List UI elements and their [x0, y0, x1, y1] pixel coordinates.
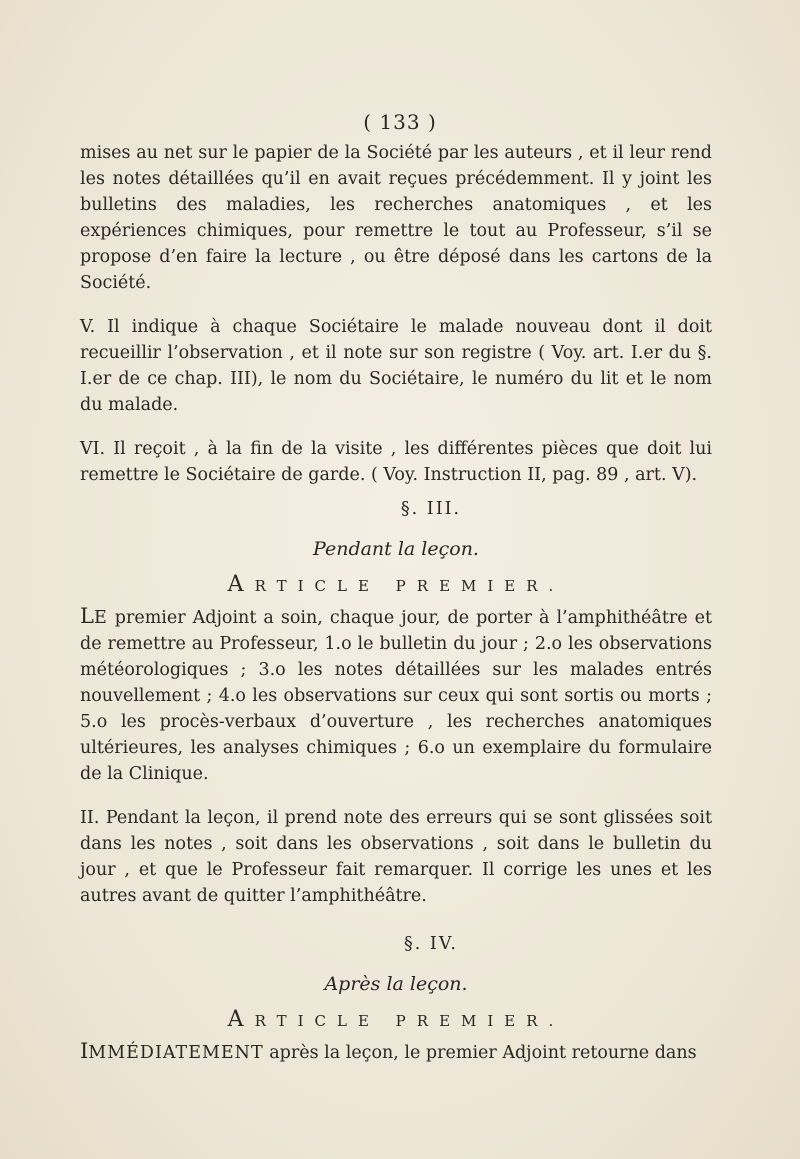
paragraph-text: après la leçon, le premier Adjoint retourne dans: [263, 1043, 697, 1063]
section-subtitle-iv: Après la leçon.: [324, 973, 468, 995]
lead-initial: L: [80, 604, 94, 628]
article-heading-iv: [80, 1007, 712, 1034]
article-initial: A: [227, 1007, 255, 1032]
paragraph-ii: II. Pendant la leçon, il prend note des erreurs qui se sont glissées soit dans les notes , soit dans les observations , soit dans le bulletin du jour , et que le Professeur fait remarquer. Il corrige les unes et les autres avant de quitter l’amphithéâtre.: [80, 808, 712, 906]
article-heading-iii: [80, 572, 712, 599]
lead-word: E: [93, 608, 108, 628]
article-label: RTICLE PREMIER.: [254, 577, 565, 595]
section-subtitle-iii: Pendant la leçon.: [313, 538, 479, 560]
paragraph-vi: VI. Il reçoit , à la fin de la visite , les différentes pièces que doit lui remettre le Sociétaire de garde. ( Voy. Instruction II, pag. 89 , art. V).: [80, 439, 712, 485]
lead-word: MMÉDIATEMENT: [88, 1043, 264, 1063]
paragraph-v: V. Il indique à chaque Sociétaire le malade nouveau dont il doit recueillir l’observation , et il note sur son registre ( Voy. art. I.er du §. I.er de ce chap. III), le nom du Sociétaire, le numéro du lit et le nom du malade.: [80, 317, 712, 415]
article-label: RTICLE PREMIER.: [254, 1012, 565, 1030]
paragraph-continuation: mises au net sur le papier de la Société par les auteurs , et il leur rend les notes détaillées qu’il en avait reçues précédemment. Il y joint les bulletins des maladies, les recherches anatomiques , et les expériences chimiques, pour remettre le tout au Professeur, s’il se propose d’en faire la lecture , ou être déposé dans les cartons de la Société.: [80, 143, 712, 293]
page-number: ( 133 ): [363, 110, 437, 134]
body-text: [80, 140, 712, 1066]
lead-initial: I: [80, 1039, 89, 1063]
article-initial: A: [227, 572, 255, 597]
section-heading-iii: §. III.: [400, 499, 462, 519]
article-paragraph-iv: [80, 1038, 712, 1066]
section-heading-iv: §. IV.: [404, 934, 458, 954]
paragraph-text: premier Adjoint a soin, chaque jour, de porter à l’amphithéâtre et de remettre au Professeur, 1.o le bulletin du jour ; 2.o les observations météorologiques ; 3.o les notes détaillées sur les malades entrés nouvellement ; 4.o les observations sur ceux qui sont sortis ou morts ; 5.o les procès-verbaux d’ouverture , les recherches anatomiques ultérieures, les analyses chimiques ; 6.o un exemplaire du formulaire de la Clinique.: [80, 608, 712, 784]
article-paragraph-1: [80, 603, 712, 787]
